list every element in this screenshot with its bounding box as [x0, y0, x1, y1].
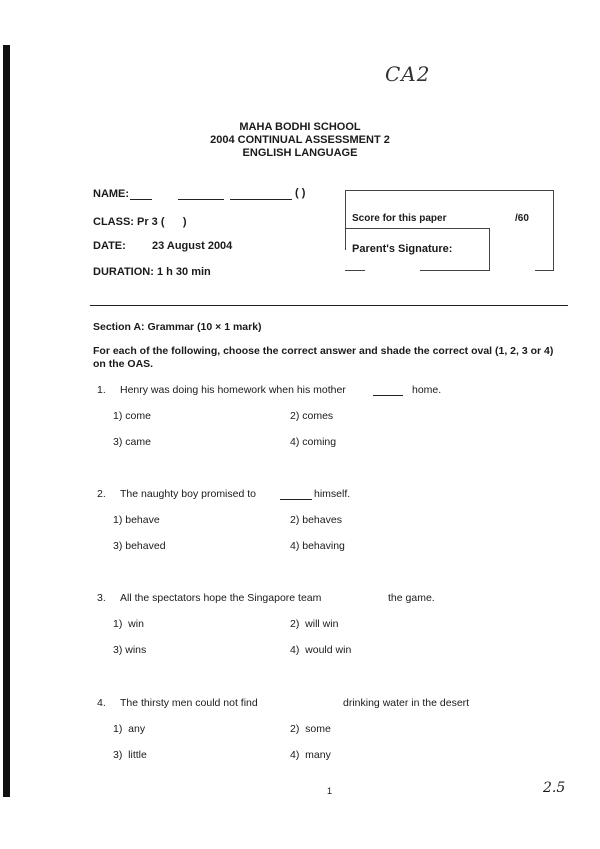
option-3: 3) wins	[113, 644, 147, 656]
score-box-top	[345, 190, 554, 191]
question-number: 4.	[97, 697, 106, 709]
school-name: MAHA BODHI SCHOOL	[239, 121, 361, 133]
question-number: 3.	[97, 592, 106, 604]
class-label: CLASS: Pr 3 ( )	[93, 216, 187, 228]
answer-blank	[280, 499, 312, 500]
question-text: The thirsty men could not find	[120, 697, 258, 709]
option-2: 2) will win	[290, 618, 339, 630]
parent-signature-label: Parent's Signature:	[352, 243, 453, 255]
handwritten-mark: CA2	[385, 62, 431, 86]
name-line-3	[230, 199, 292, 200]
option-4: 4) behaving	[290, 540, 345, 552]
question-number: 2.	[97, 488, 106, 500]
assessment-title: 2004 CONTINUAL ASSESSMENT 2	[210, 134, 390, 146]
option-2: 2) some	[290, 723, 331, 735]
name-label: NAME:	[93, 188, 130, 200]
section-divider	[90, 305, 568, 306]
score-box-left	[345, 190, 346, 250]
option-3: 3) behaved	[113, 540, 166, 552]
corner-handwritten-mark: 2.5	[543, 780, 566, 796]
score-box-right	[553, 190, 554, 270]
name-index-paren: ( )	[295, 187, 306, 199]
question-text-end: himself.	[314, 488, 351, 500]
option-3: 3) little	[113, 749, 147, 761]
question-text-end: drinking water in the desert	[343, 697, 470, 709]
date-value: 23 August 2004	[152, 240, 233, 252]
option-1: 1) win	[113, 618, 144, 630]
question-number: 1.	[97, 384, 106, 396]
option-2: 2) comes	[290, 410, 334, 422]
option-3: 3) came	[113, 436, 151, 448]
score-box-divider	[345, 228, 490, 229]
option-1: 1) any	[113, 723, 146, 735]
score-box-inner	[489, 228, 490, 270]
subject-title: ENGLISH LANGUAGE	[242, 147, 358, 159]
question-text-end: home.	[412, 384, 442, 396]
score-box-bottom	[535, 270, 554, 271]
question-text-end: the game.	[388, 592, 435, 604]
name-line-2	[178, 199, 224, 200]
section-instructions: For each of the following, choose the correct answer and shade the correct oval (1, 2, 3 or 4) on the OAS.	[93, 345, 554, 370]
answer-blank	[373, 395, 403, 396]
option-1: 1) come	[113, 410, 151, 422]
option-4: 4) coming	[290, 436, 337, 448]
name-line-1	[130, 199, 152, 200]
date-label: DATE:	[93, 240, 126, 252]
option-4: 4) would win	[290, 644, 352, 656]
option-1: 1) behave	[113, 514, 160, 526]
score-total: /60	[515, 213, 529, 224]
question-text: Henry was doing his homework when his mother	[120, 384, 346, 396]
section-title: Section A: Grammar (10 × 1 mark)	[93, 321, 262, 333]
question-text: The naughty boy promised to	[120, 488, 256, 500]
duration-label: DURATION: 1 h 30 min	[93, 266, 211, 278]
option-2: 2) behaves	[290, 514, 342, 526]
page-number: 1	[327, 786, 333, 796]
question-text: All the spectators hope the Singapore team	[120, 592, 322, 604]
option-4: 4) many	[290, 749, 331, 761]
score-box-bottom	[420, 270, 490, 271]
score-label: Score for this paper	[352, 213, 447, 224]
score-box-bottom	[345, 270, 365, 271]
